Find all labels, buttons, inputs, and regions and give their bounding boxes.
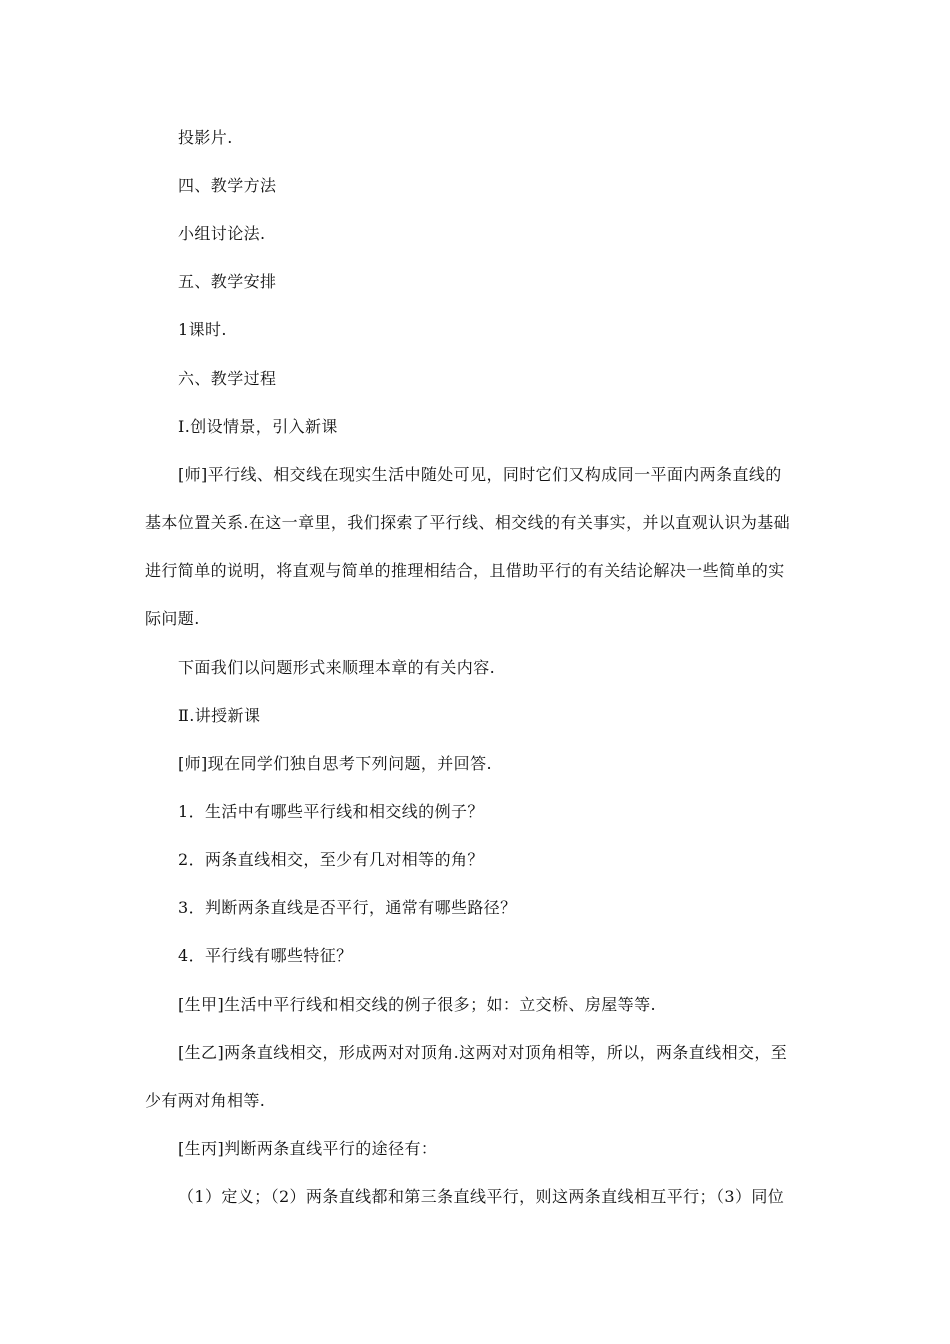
text-line: 小组讨论法. <box>178 224 266 243</box>
section-heading: 五、教学安排 <box>178 272 277 291</box>
paragraph-line: [师]平行线、相交线在现实生活中随处可见，同时它们又构成同一平面内两条直线的 <box>178 465 782 484</box>
subsection-heading: Ⅱ.讲授新课 <box>178 706 261 725</box>
text-line: 1课时. <box>178 320 227 339</box>
answer-line: [生甲]生活中平行线和相交线的例子很多；如：立交桥、房屋等等. <box>178 995 656 1014</box>
question-item: 4．平行线有哪些特征？ <box>178 946 353 965</box>
answer-line: [生乙]两条直线相交，形成两对对顶角.这两对对顶角相等，所以，两条直线相交，至 <box>178 1043 788 1062</box>
subsection-heading: Ⅰ.创设情景，引入新课 <box>178 417 338 436</box>
paragraph-line: 基本位置关系.在这一章里，我们探索了平行线、相交线的有关事实，并以直观认识为基础 <box>145 513 791 532</box>
question-item: 1．生活中有哪些平行线和相交线的例子？ <box>178 802 484 821</box>
paragraph-line: 进行简单的说明，将直观与简单的推理相结合，且借助平行的有关结论解决一些简单的实 <box>145 561 785 580</box>
paragraph-line: [师]现在同学们独自思考下列问题，并回答. <box>178 754 492 773</box>
section-heading: 六、教学过程 <box>178 369 277 388</box>
section-heading: 四、教学方法 <box>178 176 277 195</box>
answer-line: 少有两对角相等. <box>145 1091 266 1110</box>
answer-line: （1）定义；（2）两条直线都和第三条直线平行，则这两条直线相互平行；（3）同位 <box>178 1187 785 1206</box>
question-item: 2．两条直线相交，至少有几对相等的角？ <box>178 850 484 869</box>
paragraph-line: 际问题. <box>145 609 200 628</box>
question-item: 3．判断两条直线是否平行，通常有哪些路径？ <box>178 898 517 917</box>
paragraph-line: 下面我们以问题形式来顺理本章的有关内容. <box>178 658 496 677</box>
text-line: 投影片. <box>178 128 233 147</box>
answer-line: [生丙]判断两条直线平行的途径有： <box>178 1139 438 1158</box>
